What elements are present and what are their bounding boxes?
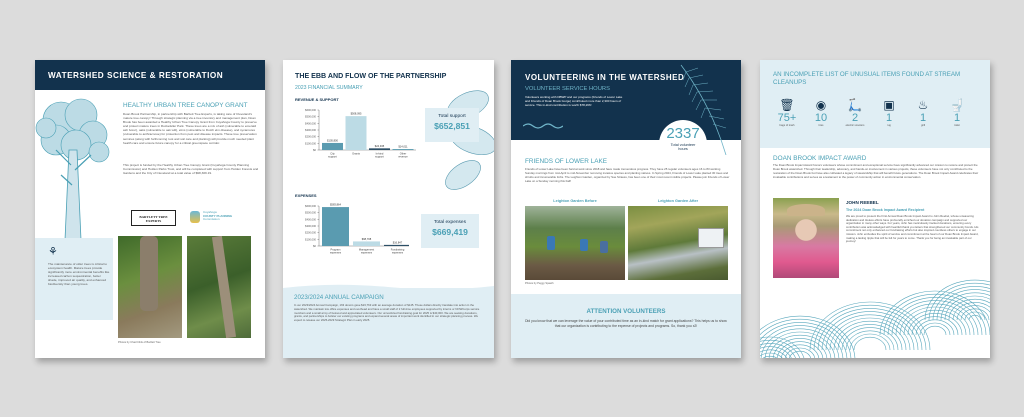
bar-value-label: $105,800 bbox=[327, 139, 338, 143]
page-cleanups-award bbox=[760, 60, 990, 358]
cleanup-item-label: electric scooters bbox=[845, 124, 865, 127]
photo-caption: Photos by Chad Clink of Bartlett Tree bbox=[118, 341, 161, 344]
wave-arc bbox=[785, 348, 815, 358]
revenue-chart-title: REVENUE & SUPPORT bbox=[295, 97, 339, 102]
attention-text: Did you know that we can leverage the value of your contributed time as an in-kind match for grant applications? This helps us to show that our organization is contributing to the expense of projects and programs. So, thank you x2! bbox=[525, 319, 727, 328]
total-expenses-box bbox=[421, 214, 479, 248]
page-volunteering bbox=[511, 60, 741, 358]
y-tick-label: $400,000 bbox=[305, 218, 316, 222]
category-label: Management bbox=[358, 248, 375, 252]
garden-after-photo bbox=[628, 206, 728, 280]
wave-arc bbox=[904, 310, 966, 335]
category-label: expenses bbox=[329, 251, 342, 255]
cleanup-item-count: 75+ bbox=[777, 112, 797, 124]
cleanup-item-count: 10 bbox=[814, 112, 828, 124]
garden-before-photo bbox=[525, 206, 625, 280]
y-tick-label: $100,000 bbox=[305, 238, 316, 242]
total-support-value: $652,851 bbox=[434, 121, 470, 131]
rug-icon: ▣ bbox=[883, 98, 895, 112]
category-label: expenses bbox=[391, 251, 404, 255]
after-label: Leighton Garden After bbox=[657, 199, 699, 203]
hours-label: Total volunteer hours bbox=[670, 143, 696, 152]
wave-arc bbox=[760, 340, 801, 358]
volunteer-intro: Volunteers working with DBWP and our programs (Friends of Lower Lake and Friends of Doan Brook Gorge) contributed more than 2,300 hours of service. This in-kind contribution is worth $78,266! bbox=[525, 95, 623, 107]
cleanup-title: AN INCOMPLETE LIST OF UNUSUAL ITEMS FOUND AT STREAM CLEANUPS bbox=[773, 71, 961, 86]
cleanup-item-label: toilet bbox=[954, 124, 960, 127]
page-financial-summary bbox=[283, 60, 494, 358]
category-label: support bbox=[328, 155, 337, 159]
tree-icon: ⚘ bbox=[48, 246, 58, 258]
wave-pattern-icon bbox=[760, 260, 990, 358]
recipient-name: JOHN REEBEL bbox=[846, 200, 879, 205]
tire-icon: ◉ bbox=[815, 98, 827, 112]
award-text: The Doan Brook Impact Award honors volunteers whose commitment and exceptional service have significantly advanced our mission to restore and protect the Doan Brook watershed. Through their leadership, advocacy, and hands-on involvement in various projects, these volunteers have not only contributed to the restoration of the Doan Brook but have also cultivated a legacy of stewardship that will benefit future generations. The Doan Brook Impact Award celebrates their invaluable contributions and serves as a testament to the power of community action in environmental conservation. bbox=[773, 163, 979, 179]
cpc-line-3: Commission bbox=[203, 217, 220, 222]
campaign-title: 2023/2024 ANNUAL CAMPAIGN bbox=[294, 294, 384, 301]
cleanup-item-label: tires bbox=[818, 124, 824, 127]
expenses-chart bbox=[289, 200, 409, 260]
category-label: City bbox=[330, 152, 335, 156]
y-tick-label: $600,000 bbox=[305, 109, 316, 112]
category-label: In-kind bbox=[375, 152, 384, 156]
y-tick-label: $500,000 bbox=[305, 211, 316, 215]
bar-value-label: $508,095 bbox=[350, 112, 362, 116]
page-subtitle: 2023 FINANCIAL SUMMARY bbox=[295, 85, 363, 91]
page-header-bar bbox=[35, 60, 265, 90]
campaign-text: In our 2023/2024 Annual Campaign, 163 donors gave $23,763 with an average donation of $145. These dollars directly translate into action in the watershed. We maintain low office expenses and overhead and have a small staff of 2 full-time employees supported by interns or NOWCorps service members and a small army of beloved and appreciated volunteers. Our unrestricted fundraising goal for 2025 is $40,000. We are seeking donations, grants, and partnerships to bolster our existing programs and expand several areas of important work identified in our strategic planning process. We expect to release our 2025-2029 Strategic Plan in early 2025. bbox=[294, 303, 480, 323]
page-header: WATERSHED SCIENCE & RESTORATION bbox=[48, 71, 224, 80]
cleanup-item-count: 1 bbox=[953, 112, 961, 124]
volunteer-hours-badge bbox=[659, 120, 707, 168]
attention-box bbox=[511, 294, 741, 358]
category-label: support bbox=[375, 155, 384, 159]
cleanup-item-label: grill bbox=[920, 124, 926, 127]
toilet-icon: 🚽 bbox=[949, 98, 965, 112]
y-tick-label: $100,000 bbox=[305, 142, 316, 146]
wave-arc bbox=[900, 307, 970, 335]
bar-value-label: $24,945 bbox=[374, 144, 385, 148]
category-label: revenue bbox=[398, 155, 408, 159]
bar bbox=[353, 241, 380, 246]
wave-icon bbox=[523, 122, 563, 130]
cleanup-item-count: 2 bbox=[851, 112, 859, 124]
wave-arc bbox=[777, 342, 823, 358]
wave-arc bbox=[850, 334, 890, 350]
bar bbox=[322, 207, 349, 246]
sidebar-text: The maintenance of older trees is critical to ecosystem health. Mature trees provide significantly more environmental benefits like increased carbon sequestration, better shade, improved air quality, and enhanced biodiversity than young trees. bbox=[48, 262, 110, 287]
tree-photo-2 bbox=[187, 236, 251, 338]
y-tick-label: $200,000 bbox=[305, 135, 316, 139]
total-expenses-label: Total expenses bbox=[434, 220, 466, 225]
wave-arc bbox=[789, 351, 811, 358]
page-title: THE EBB AND FLOW OF THE PARTNERSHIP bbox=[295, 72, 447, 80]
category-label: Other bbox=[399, 152, 407, 156]
bar-value-label: $14,011 bbox=[398, 145, 408, 149]
bar-value-label: $583,864 bbox=[330, 203, 341, 207]
wave-arc bbox=[760, 356, 781, 358]
cpc-line-1: Cuyahoga bbox=[203, 210, 217, 214]
wave-arc bbox=[854, 337, 886, 350]
category-label: Program bbox=[330, 248, 341, 252]
cpc-logo-icon bbox=[190, 211, 200, 223]
hours-value: 2337 bbox=[666, 125, 700, 142]
attention-title: ATTENTION VOLUNTEERS bbox=[586, 308, 666, 315]
bar-value-label: $16,847 bbox=[392, 241, 403, 245]
grill-icon: ♨ bbox=[917, 98, 929, 112]
before-label: Leighton Garden Before bbox=[553, 199, 597, 203]
cleanup-item bbox=[874, 98, 904, 127]
recipient-text: We are proud to present the First Annual Doan Brook Impact Award to John Reebel, whose unwavering dedication and tireless efforts have profoundly enriched our donation campaign and supported our organization in many other ways. For years, John has meticulously tracked donations, ensuring every contribution was acknowledged with heartfelt thank you letters that strengthened our community bonds. His commitment not only enhanced our fundraising efforts but also inspired countless others to engage in our mission. John embodies the spirit of service and commitment at the heart of our Doan Brook Impact Award, making a lasting ripple that will be felt for years to come. Thank you for being an invaluable part of our journey! bbox=[846, 214, 979, 244]
friends-title: FRIENDS OF LOWER LAKE bbox=[525, 158, 608, 165]
category-label: expenses bbox=[360, 251, 373, 255]
total-support-label: Total support bbox=[438, 114, 466, 119]
y-tick-label: $600,000 bbox=[305, 205, 316, 208]
trash-can-icon: 🗑 bbox=[779, 98, 795, 112]
y-tick-label: $0 bbox=[313, 245, 316, 248]
category-label: Grants bbox=[352, 152, 360, 156]
campaign-box bbox=[283, 288, 494, 358]
y-tick-label: $300,000 bbox=[305, 129, 316, 132]
y-tick-label: $200,000 bbox=[305, 231, 316, 235]
wave-divider-icon bbox=[283, 282, 494, 292]
bar bbox=[346, 116, 367, 150]
wave-arc bbox=[924, 326, 946, 335]
cpc-logo-text bbox=[203, 211, 232, 222]
y-tick-label: $300,000 bbox=[305, 225, 316, 228]
award-title: DOAN BROOK IMPACT AWARD bbox=[773, 155, 867, 162]
sidebar-callout bbox=[35, 238, 113, 320]
revenue-chart bbox=[289, 104, 429, 164]
page-title: VOLUNTEERING IN THE WATERSHED bbox=[525, 73, 685, 82]
cleanup-item bbox=[806, 98, 836, 127]
scooter-icon: 🛴 bbox=[847, 98, 863, 112]
wave-arc bbox=[846, 331, 894, 350]
photo-caption: Photos by Peggy Spaeth bbox=[525, 282, 554, 285]
expenses-chart-title: EXPENSES bbox=[295, 193, 317, 198]
page-subtitle: VOLUNTEER SERVICE HOURS bbox=[525, 86, 610, 92]
friends-text: Friends of Lower Lake have been hard at work since 2018 and have made tremendous progress. They have 25 regular volunteers ages 16 to 83 working Sunday mornings from mid-April to mid-November removing invasive species and planting natives. In Spring 2024, Friends of Lower Lake planted 30 trees and shrubs and innumerable forbs. The Leighton Garden, organized by Sue Strauss, has been one of their most recent visible projects. Please join Friends of Lower Lake on a Sunday morning this Fall! bbox=[525, 167, 730, 183]
cleanup-item bbox=[840, 98, 870, 127]
cleanup-item bbox=[942, 98, 972, 127]
cleanup-item-count: 1 bbox=[885, 112, 893, 124]
tree-illustration-icon bbox=[35, 90, 121, 240]
cleanup-item bbox=[772, 98, 802, 127]
category-label: Fundraising bbox=[390, 248, 405, 252]
grant-paragraph-1: Doan Brook Partnership, in partnership with Bartlett Tree Experts, is taking care of Cleveland's mature tree canopy! Through strategic planning via a tree inventory and management plan, Doan Brook has been awarded a Healthy Urban Tree Canopy Grant from Cuyahoga County to preserve and protect mature trees in Rockefeller Park. These trees are a mix of ash (vulnerable to emerald ash borer), oaks (vulnerable to oak wilt), elms (vulnerable to Dutch elm disease), and sycamores (vulnerable to anthracnose) for protection from pest and disease impacts. These tree preservation services (along with forthcoming root and soil care and planting) will provide much needed plant health care and ensure future canopy for a critical greenspace corridor. bbox=[123, 112, 257, 145]
bar bbox=[322, 143, 343, 150]
total-expenses-value: $669,419 bbox=[432, 227, 468, 237]
cleanup-item-label: bags of trash bbox=[779, 124, 795, 127]
bar bbox=[393, 149, 414, 150]
wave-arc bbox=[834, 321, 906, 350]
grant-paragraph-2: This project is funded by the Healthy Urban Tree Canopy Grant (Cuyahoga County Planning Commission) and Holden Parks Trust, and will be completed with support from Holden Forests and Gardens and the City of Cleveland at a total value of $98,309.19. bbox=[123, 163, 259, 176]
total-support-box bbox=[425, 108, 479, 142]
y-tick-label: $500,000 bbox=[305, 115, 316, 119]
wave-arc bbox=[912, 317, 958, 335]
recipient-title: The 2024 Doan Brook Impact Award Recipient bbox=[846, 208, 925, 212]
cleanup-items-panel bbox=[760, 60, 990, 148]
wave-arc bbox=[760, 353, 785, 358]
cpc-line-2: COUNTY PLANNING bbox=[203, 213, 233, 218]
bar bbox=[369, 148, 390, 150]
y-tick-label: $0 bbox=[313, 149, 316, 152]
tree-photo-1 bbox=[118, 236, 182, 338]
bar-value-label: $68,708 bbox=[361, 237, 372, 241]
page-watershed-science bbox=[35, 60, 265, 358]
bar bbox=[384, 245, 409, 246]
cleanup-item-count: 1 bbox=[919, 112, 927, 124]
bartlett-logo: BARTLETT TREE EXPERTS bbox=[131, 210, 176, 226]
cleanup-item-label: rug bbox=[887, 124, 891, 127]
section-title: HEALTHY URBAN TREE CANOPY GRANT bbox=[123, 102, 248, 109]
y-tick-label: $400,000 bbox=[305, 122, 316, 126]
cleanup-item bbox=[908, 98, 938, 127]
